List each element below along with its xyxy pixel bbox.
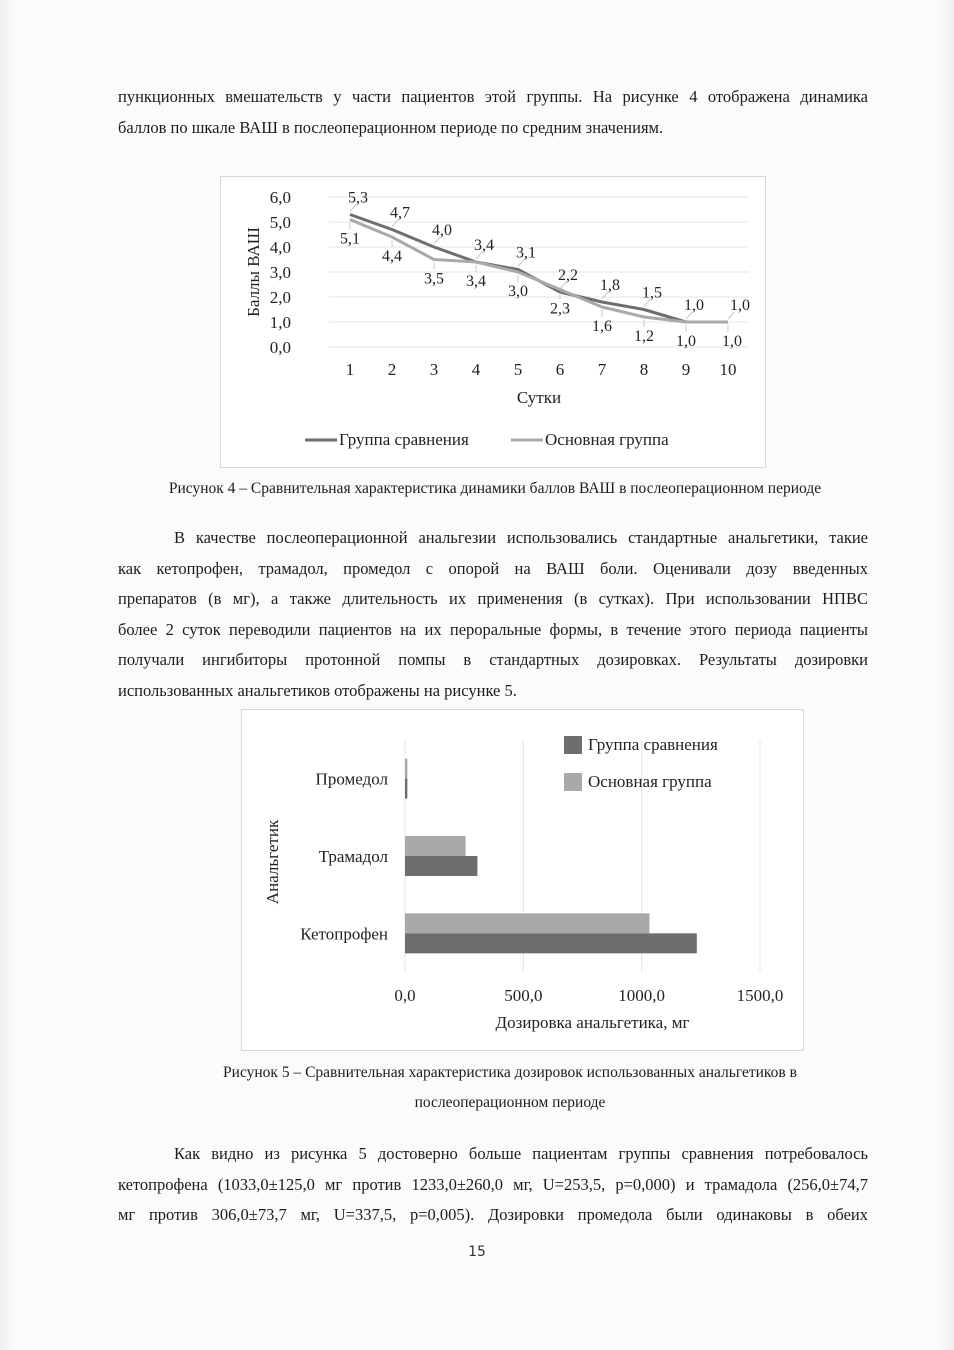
text-line: как кетопрофен, трамадол, промедол с опорой на ВАШ боли. Оценивали дозу введенных <box>118 558 868 578</box>
legend-label: Основная группа <box>588 772 712 791</box>
x-tick-label: 1500,0 <box>736 986 784 1005</box>
page-number: 15 <box>468 1244 486 1260</box>
text-line: использованных анальгетиков отображены на рисунке 5. <box>118 680 517 700</box>
x-tick-label: 1 <box>345 360 355 379</box>
legend-label: Группа сравнения <box>339 430 469 449</box>
results-paragraph <box>118 1139 868 1231</box>
text-line: кетопрофена (1033,0±125,0 мг против 1233,0±260,0 мг, U=253,5, p=0,000) и трамадола (256,0±74,7 <box>118 1174 868 1194</box>
data-label: 2,2 <box>558 267 578 284</box>
x-tick-label: 500,0 <box>504 986 543 1005</box>
legend-swatch <box>564 773 582 791</box>
data-label: 1,8 <box>600 277 620 294</box>
figure-4-caption: Рисунок 4 – Сравнительная характеристика динамики баллов ВАШ в послеоперационном периоде <box>168 480 822 497</box>
x-tick-label: 8 <box>639 360 649 379</box>
data-label: 5,1 <box>340 230 360 248</box>
figure-4-line-chart <box>220 176 766 468</box>
data-label: 5,3 <box>348 189 368 207</box>
x-tick-label: 7 <box>597 360 607 379</box>
data-label: 1,6 <box>592 318 612 335</box>
scan-edge-right <box>936 0 954 1350</box>
y-axis-title: Баллы ВАШ <box>244 227 263 317</box>
line-chart-svg <box>221 177 765 467</box>
text-line: В качестве послеоперационной анальгезии использовались стандартные анальгетики, такие <box>174 528 868 547</box>
y-tick-label: 5,0 <box>269 213 291 232</box>
text-line: более 2 суток переводили пациентов на их пероральные формы, в течение этого периода пациенты <box>118 619 868 639</box>
x-tick-label: 5 <box>513 360 523 379</box>
legend-swatch <box>564 736 582 754</box>
data-label: 1,5 <box>642 284 662 302</box>
text-line: препаратов (в мг), а также длительность их применения (в сутках). При использовании НПВС <box>118 589 868 608</box>
text-line: пункционных вмешательств у части пациентов этой группы. На рисунке 4 отображена динамика <box>118 87 868 106</box>
data-label: 3,5 <box>424 270 444 288</box>
x-tick-label: 0,0 <box>394 986 416 1005</box>
x-tick-label: 10 <box>719 360 737 379</box>
data-label: 2,3 <box>550 300 570 318</box>
series-line <box>350 215 728 323</box>
x-tick-label: 9 <box>681 360 691 379</box>
text-line: мг против 306,0±73,7 мг, U=337,5, p=0,005). Дозировки промедола были одинаковы в обеих <box>118 1205 868 1224</box>
y-tick-label: 3,0 <box>269 263 291 282</box>
text-line: получали ингибиторы протонной помпы в стандартных дозировках. Результаты дозировки <box>118 650 868 669</box>
caption-line: послеоперационном периоде <box>414 1094 606 1111</box>
y-tick-label: 4,0 <box>269 238 291 257</box>
x-tick-label: 3 <box>429 360 439 379</box>
scan-edge-left <box>0 0 12 1350</box>
x-tick-label: 1000,0 <box>618 986 666 1005</box>
figure-5-bar-chart <box>241 709 804 1051</box>
legend-label: Основная группа <box>545 430 669 449</box>
data-label: 1,0 <box>676 333 696 350</box>
data-label: 4,0 <box>432 222 452 239</box>
y-tick-label: 0,0 <box>269 338 291 357</box>
y-tick-label: 1,0 <box>269 313 291 332</box>
caption-line: Рисунок 5 – Сравнительная характеристика дозировок использованных анальгетиков в <box>223 1064 797 1081</box>
data-label: 1,0 <box>722 333 742 350</box>
x-axis-title: Сутки <box>516 388 562 407</box>
y-tick-label: 6,0 <box>269 188 291 207</box>
y-axis-title: Анальгетик <box>263 819 282 905</box>
analgesia-paragraph <box>118 523 868 706</box>
y-tick-label: 2,0 <box>269 288 291 307</box>
x-axis-title: Дозировка анальгетика, мг <box>495 1013 690 1032</box>
bar-chart-svg <box>242 710 803 1050</box>
data-label: 4,4 <box>382 248 402 265</box>
bar <box>405 836 466 856</box>
data-label: 1,0 <box>684 297 704 314</box>
figure-5-caption <box>120 1058 900 1118</box>
text-line: Как видно из рисунка 5 достоверно больше пациентам группы сравнения потребовалось <box>174 1144 868 1163</box>
bar <box>405 779 407 799</box>
x-tick-label: 6 <box>555 360 565 379</box>
category-label: Кетопрофен <box>300 924 388 944</box>
data-label: 1,2 <box>634 328 654 345</box>
data-label: 3,4 <box>474 237 494 254</box>
category-label: Трамадол <box>318 847 388 866</box>
bar <box>405 759 407 779</box>
data-label: 4,7 <box>390 204 410 222</box>
data-label: 3,4 <box>466 273 486 290</box>
x-tick-label: 4 <box>471 360 481 379</box>
data-label: 1,0 <box>730 297 750 314</box>
bar <box>405 856 477 876</box>
bar <box>405 933 697 953</box>
bar <box>405 913 649 933</box>
x-tick-label: 2 <box>387 360 397 379</box>
legend-label: Группа сравнения <box>588 735 718 754</box>
data-label: 3,1 <box>516 244 536 262</box>
text-line: баллов по шкале ВАШ в послеоперационном периоде по средним значениям. <box>118 117 664 137</box>
data-label: 3,0 <box>508 283 528 300</box>
category-label: Промедол <box>315 769 388 789</box>
intro-paragraph <box>118 82 868 143</box>
